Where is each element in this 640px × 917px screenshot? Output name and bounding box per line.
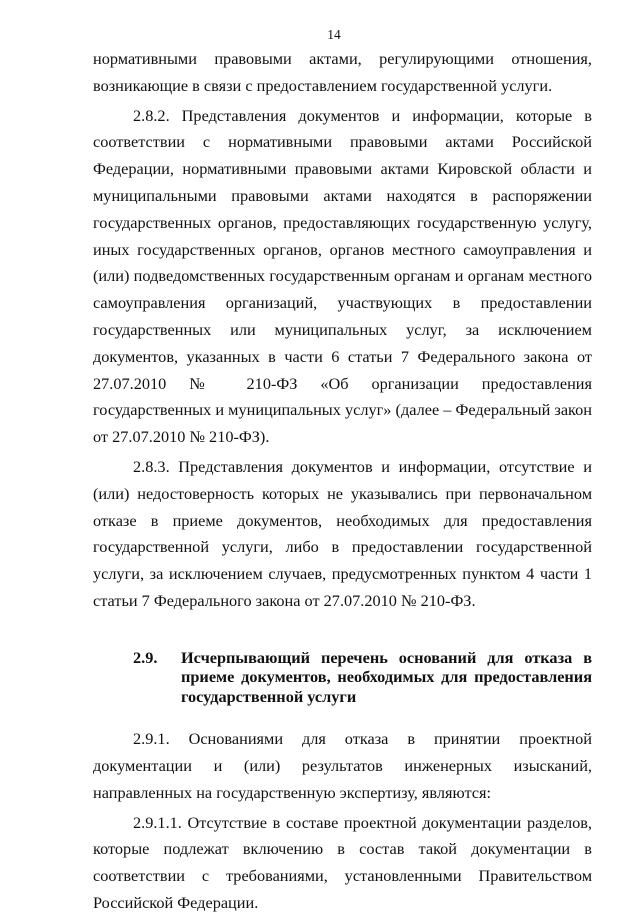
- section-heading-2-9: [93, 648, 592, 707]
- section-heading-text: Исчерпывающий перечень оснований для отказа в приеме документов, необходимых для предоставления государственной услуги: [181, 647, 592, 706]
- section-heading-number: 2.9.: [133, 647, 158, 667]
- paragraph-2-8-2: 2.8.2. Представления документов и информации, которые в соответствии с нормативными правовыми актами Российской Федерации, нормативными правовыми актами Кировской области и муниципальными правовыми актами находятся в распоряжении государственных органов, предоставляющих государственную услугу, иных государственных органов, органов местного самоуправления и (или) подведомственных государственным органам и органам местного самоуправления организаций, участвующих в предоставлении государственных или муниципальных услуг, за исключением документов, указанных в части 6 статьи 7 Федерального закона от 27.07.2010 № 210-ФЗ «Об организации предоставления государственных и муниципальных услуг» (далее – Федеральный закон от 27.07.2010 № 210-ФЗ).: [93, 105, 592, 447]
- paragraph-2-8-3: 2.8.3. Представления документов и информации, отсутствие и (или) недостоверность которых не указывались при первоначальном отказе в приеме документов, необходимых для предоставления государственной услуги, либо в предоставлении государственной услуги, за исключением случаев, предусмотренных пунктом 4 части 1 статьи 7 Федерального закона от 27.07.2010 № 210-ФЗ.: [93, 456, 592, 610]
- paragraph-continuation: нормативными правовыми актами, регулирующими отношения, возникающие в связи с предоставлением государственной услуги.: [93, 49, 592, 95]
- page-number: 14: [327, 27, 341, 42]
- paragraph-2-9-1-1: 2.9.1.1. Отсутствие в составе проектной документации разделов, которые подлежат включению в состав такой документации в соответствии с требованиями, установленными Правительством Российской Федерации.: [93, 812, 592, 913]
- document-body: [93, 46, 592, 917]
- paragraph-2-9-1: 2.9.1. Основаниями для отказа в принятии проектной документации и (или) результатов инженерных изысканий, направленных на государственную экспертизу, являются:: [93, 729, 592, 802]
